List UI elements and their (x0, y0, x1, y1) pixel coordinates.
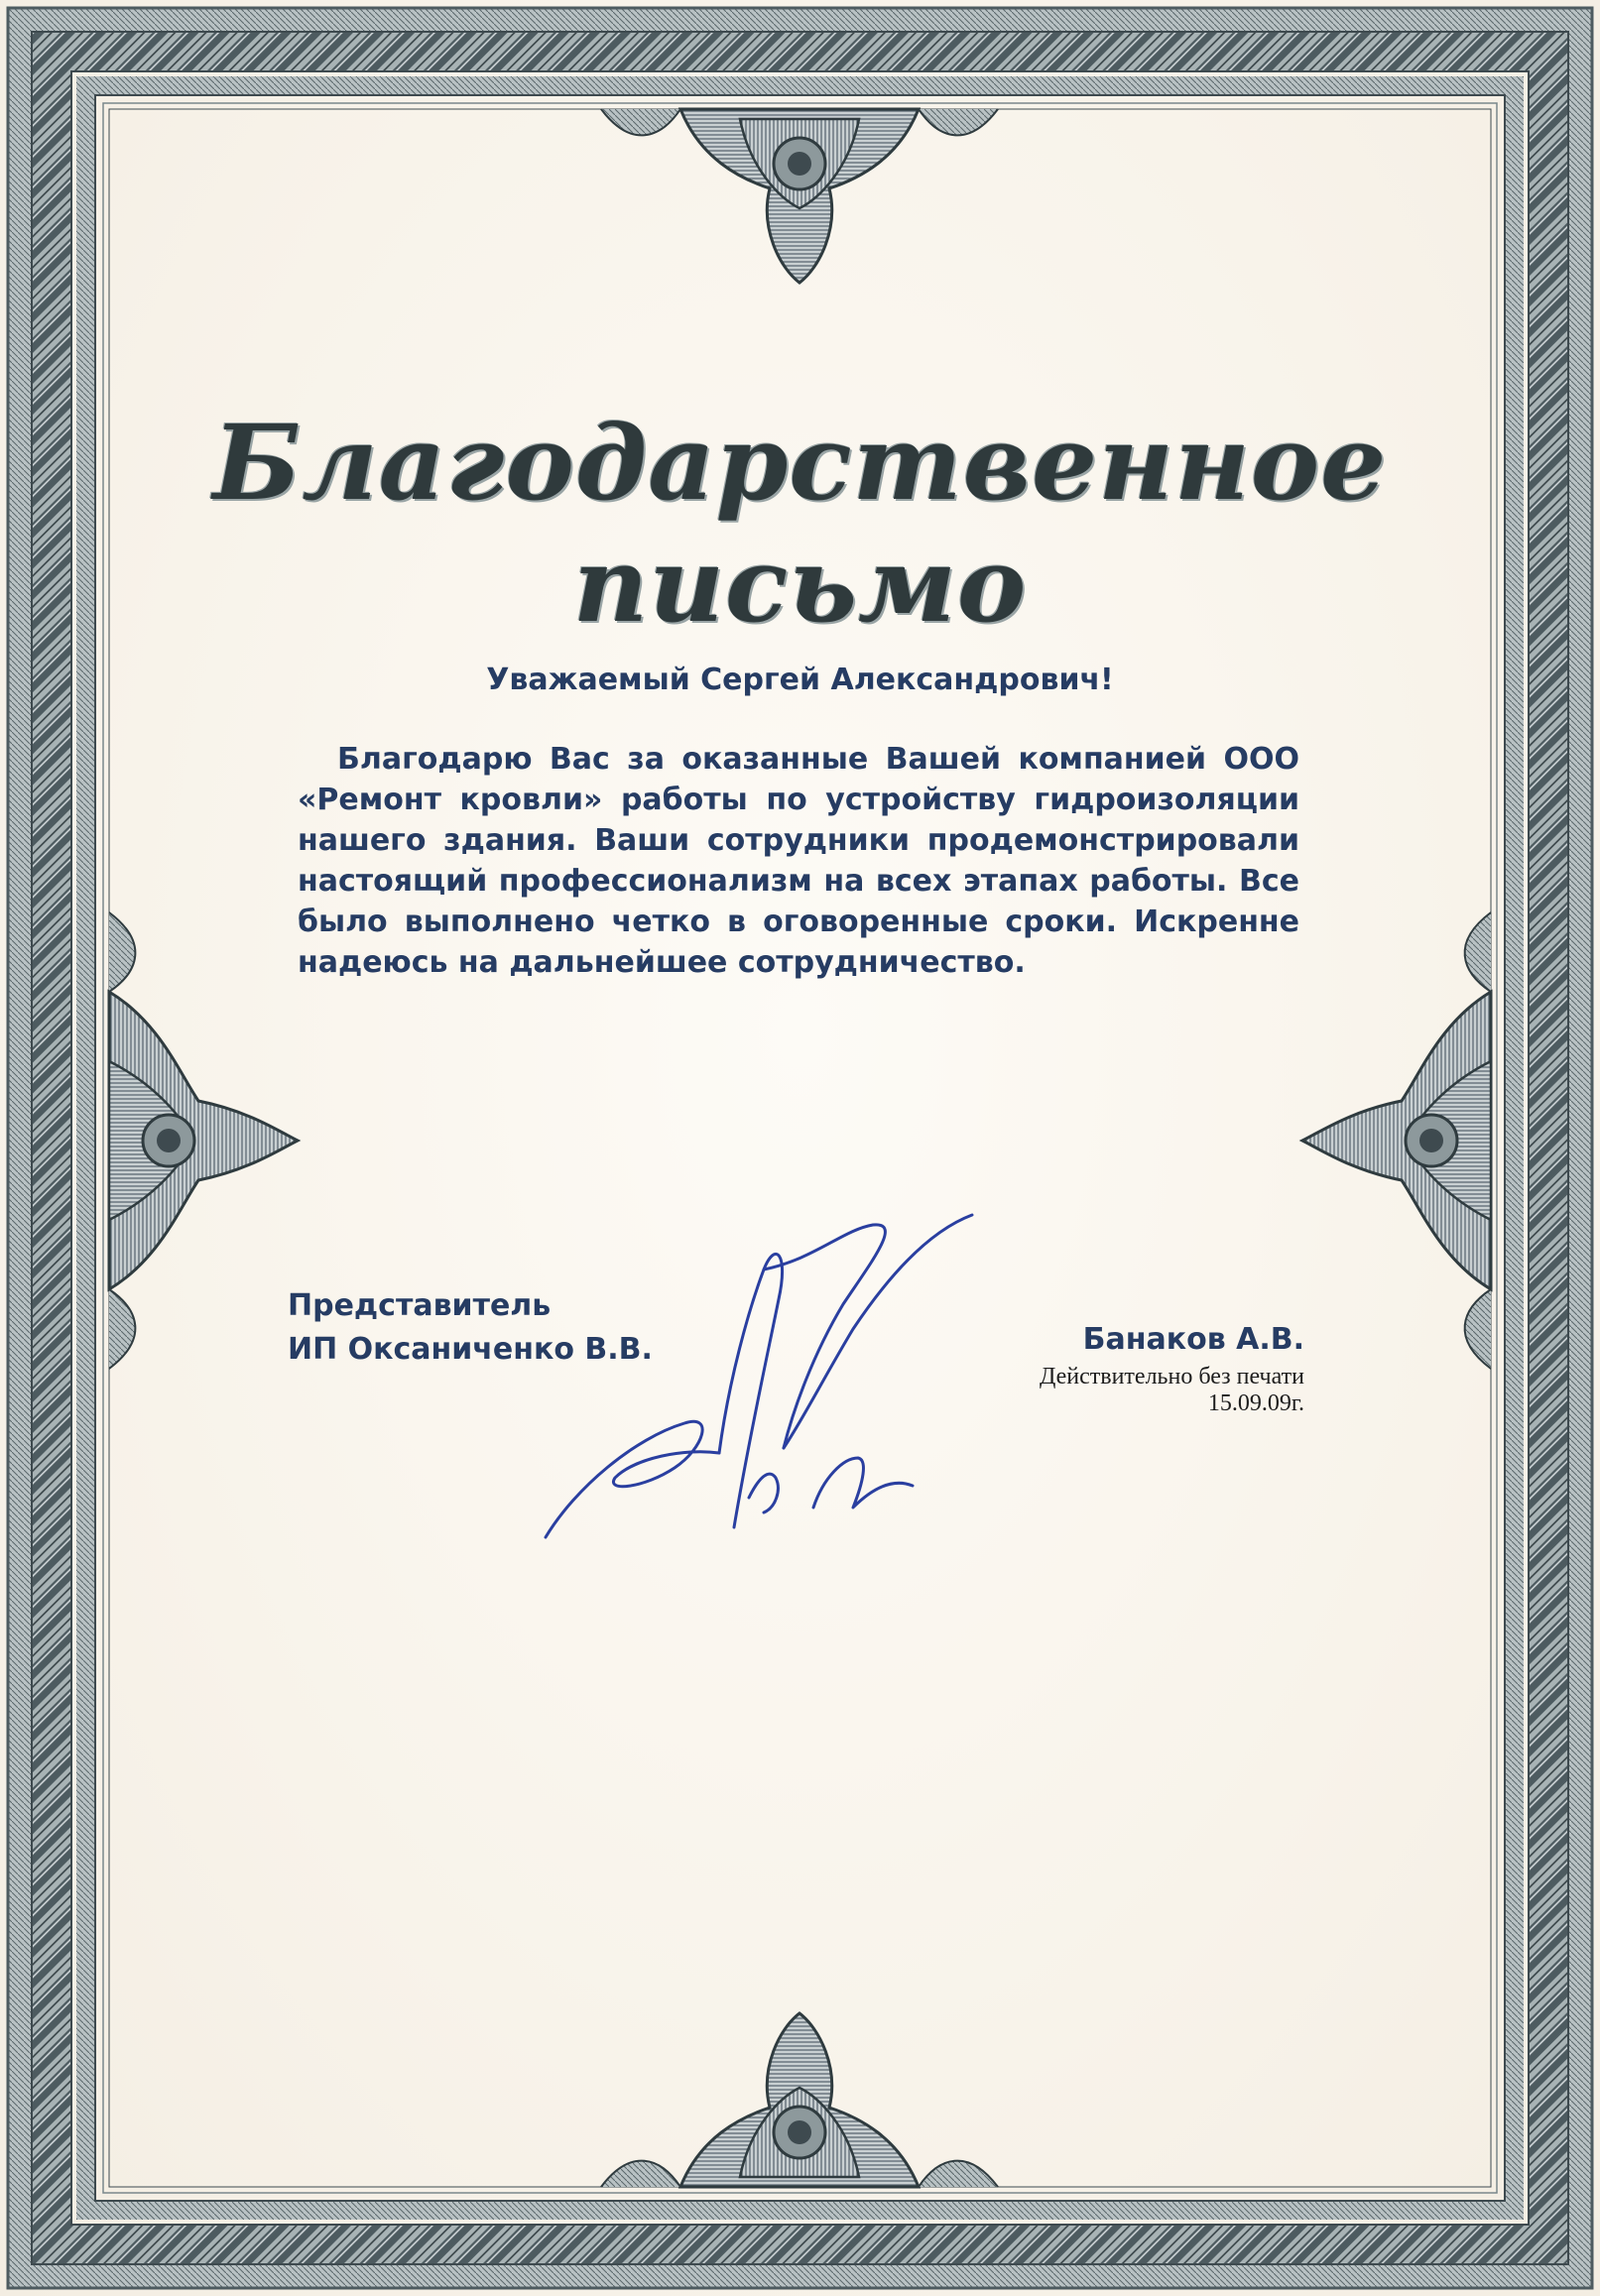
rosette-right-icon (1302, 912, 1491, 1369)
signer-name: Банаков А.В. (1082, 1322, 1304, 1357)
letter-date: 15.09.09г. (1207, 1390, 1304, 1416)
letter-body: Благодарю Вас за оказанные Вашей компанией ООО «Ремонт кровли» работы по устройству гидроизоляции нашего здания. Ваши сотрудники продемонстрировали настоящий профессионализм на всех этапах работы. Все было выполнено четко в оговоренные сроки. Искренне надеюсь на дальнейшее сотрудничество. (298, 742, 1299, 980)
representative-role: Представитель (288, 1288, 552, 1323)
rosette-bottom-icon (601, 2013, 998, 2187)
handwritten-signature-icon (516, 1210, 1032, 1587)
rosette-top-icon (601, 109, 998, 283)
representative-name: ИП Оксаниченко В.В. (288, 1332, 653, 1367)
letter-title: Благодарственное письмо (212, 402, 1388, 646)
salutation: Уважаемый Сергей Александрович! (486, 663, 1114, 697)
rosette-left-icon (109, 912, 298, 1369)
validity-note: Действительно без печати (1039, 1364, 1304, 1390)
